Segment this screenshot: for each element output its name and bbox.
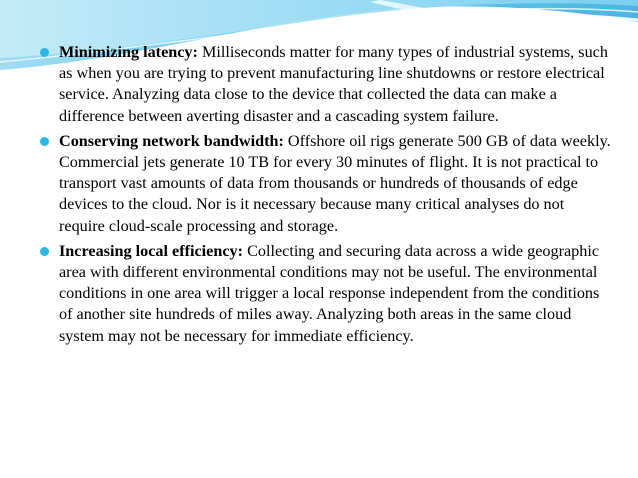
bullet-dot-icon xyxy=(40,137,49,146)
bullet-conserving-bandwidth xyxy=(40,131,612,237)
bullet-dot-icon xyxy=(40,48,49,57)
bullet-dot-icon xyxy=(40,247,49,256)
bullet-heading: Increasing local efficiency: xyxy=(59,241,244,260)
slide-body xyxy=(40,42,612,351)
bullet-heading: Minimizing latency: xyxy=(59,43,198,61)
bullet-text: Milliseconds matter for many types of industrial systems, such as when you are trying to prevent manufacturing line shutdowns or restore electrical service. Analyzing data close to the device that collected the data can make a difference between averting disaster and a cascading system failure. xyxy=(59,43,608,125)
bullet-local-efficiency xyxy=(40,241,612,347)
bullet-minimizing-latency xyxy=(40,42,612,127)
bullet-text: Offshore oil rigs generate 500 GB of data weekly. Commercial jets generate 10 TB for every 30 minutes of flight. It is not practical to transport vast amounts of data from thousands or hundreds of thousands of edge devices to the cloud. Nor is it necessary because many critical analyses do not require cloud-scale processing and storage. xyxy=(59,131,611,235)
bullet-text: Collecting and securing data across a wide geographic area with different environmental conditions may not be useful. The environmental conditions in one area will trigger a local response independent from the conditions of another site hundreds of miles away. Analyzing both areas in the same cloud system may not be necessary for immediate efficiency. xyxy=(59,241,600,345)
bullet-heading: Conserving network bandwidth: xyxy=(59,131,284,150)
